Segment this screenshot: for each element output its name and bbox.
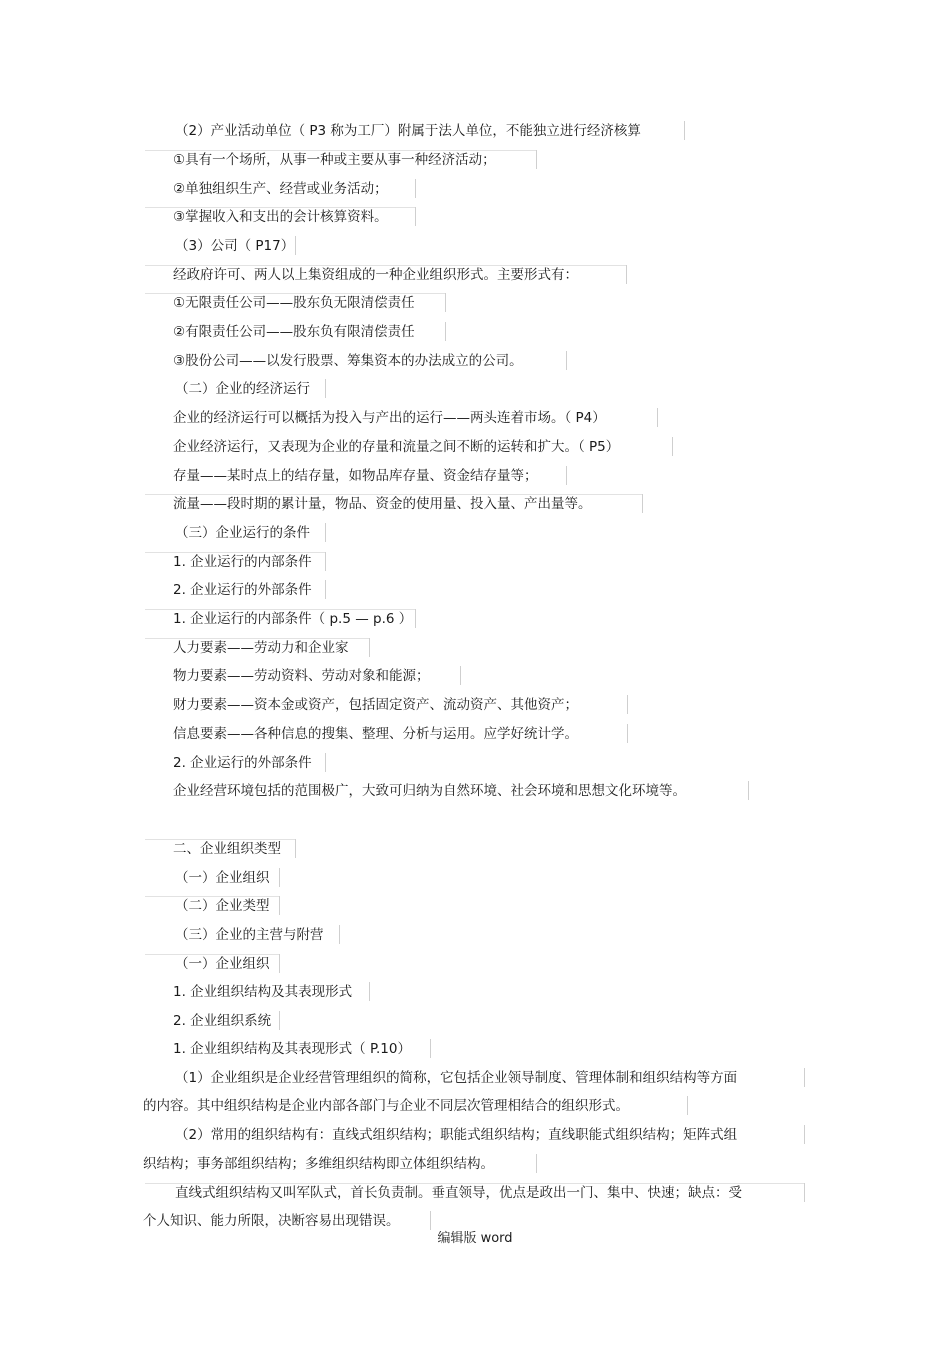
frame-rule bbox=[145, 839, 295, 840]
frame-divider bbox=[325, 379, 326, 398]
text-line: 织结构；事务部组织结构；多维组织结构即立体组织结构。 bbox=[143, 1156, 494, 1172]
frame-divider bbox=[460, 666, 461, 685]
text-line: 2. 企业运行的外部条件 bbox=[173, 582, 312, 598]
frame-divider bbox=[627, 724, 628, 743]
text-line: 的内容。其中组织结构是企业内部各部门与企业不同层次管理相结合的组织形式。 bbox=[143, 1098, 629, 1114]
text-line: 1. 企业运行的内部条件（ p.5 — p.6 ） bbox=[173, 611, 413, 627]
text-line: （三）企业的主营与附营 bbox=[175, 927, 324, 943]
frame-rule bbox=[145, 293, 445, 294]
frame-divider bbox=[369, 638, 370, 657]
text-line: 二、企业组织类型 bbox=[173, 841, 281, 857]
frame-divider bbox=[566, 466, 567, 485]
text-line: 2. 企业组织系统 bbox=[173, 1013, 272, 1029]
text-line: （二）企业的经济运行 bbox=[175, 381, 310, 397]
text-line: （二）企业类型 bbox=[175, 898, 270, 914]
frame-divider bbox=[430, 1211, 431, 1230]
frame-divider bbox=[536, 1154, 537, 1173]
text-line: 人力要素——劳动力和企业家 bbox=[173, 640, 349, 656]
text-line: 直线式组织结构又叫军队式，首长负责制。垂直领导，优点是政出一门、集中、快速；缺点：受 bbox=[175, 1185, 742, 1201]
frame-divider bbox=[279, 1011, 280, 1030]
text-line: ③掌握收入和支出的会计核算资料。 bbox=[173, 209, 388, 225]
frame-divider bbox=[430, 1039, 431, 1058]
frame-divider bbox=[279, 868, 280, 887]
text-line: ①具有一个场所，从事一种或主要从事一种经济活动； bbox=[173, 152, 496, 168]
frame-rule bbox=[145, 1183, 804, 1184]
frame-divider bbox=[325, 753, 326, 772]
text-line: 企业经济运行，又表现为企业的存量和流量之间不断的运转和扩大。（ P5） bbox=[173, 439, 620, 455]
frame-rule bbox=[145, 494, 642, 495]
frame-divider bbox=[295, 236, 296, 255]
frame-divider bbox=[626, 265, 627, 284]
frame-divider bbox=[325, 552, 326, 571]
text-line: 物力要素——劳动资料、劳动对象和能源； bbox=[173, 668, 430, 684]
frame-divider bbox=[325, 523, 326, 542]
page-footer: 编辑版 word bbox=[437, 1231, 513, 1246]
text-line: 经政府许可、两人以上集资组成的一种企业组织形式。主要形式有： bbox=[173, 267, 578, 283]
frame-divider bbox=[684, 121, 685, 140]
text-line: ①无限责任公司——股东负无限清偿责任 bbox=[173, 295, 415, 311]
text-line: （2）产业活动单位（ P3 称为工厂）附属于法人单位，不能独立进行经济核算 bbox=[175, 123, 641, 139]
text-line: （一）企业组织 bbox=[175, 870, 270, 886]
frame-rule bbox=[145, 552, 325, 553]
text-line: 1. 企业运行的内部条件 bbox=[173, 554, 312, 570]
text-line: 存量——某时点上的结存量，如物品库存量、资金结存量等； bbox=[173, 468, 538, 484]
frame-divider bbox=[415, 207, 416, 226]
frame-rule bbox=[145, 954, 279, 955]
frame-divider bbox=[339, 925, 340, 944]
frame-rule bbox=[145, 207, 415, 208]
frame-rule bbox=[145, 150, 536, 151]
text-line: ②有限责任公司——股东负有限清偿责任 bbox=[173, 324, 415, 340]
frame-divider bbox=[325, 580, 326, 599]
text-line: 信息要素——各种信息的搜集、整理、分析与运用。应学好统计学。 bbox=[173, 726, 578, 742]
frame-divider bbox=[415, 179, 416, 198]
text-line: ②单独组织生产、经营或业务活动； bbox=[173, 181, 388, 197]
text-line: 财力要素——资本金或资产，包括固定资产、流动资产、其他资产； bbox=[173, 697, 578, 713]
text-line: 1. 企业组织结构及其表现形式（ P.10） bbox=[173, 1041, 411, 1057]
frame-divider bbox=[748, 781, 749, 800]
text-line: （1）企业组织是企业经营管理组织的简称，它包括企业领导制度、管理体制和组织结构等方面 bbox=[175, 1070, 738, 1086]
frame-divider bbox=[369, 982, 370, 1001]
text-line: 个人知识、能力所限，决断容易出现错误。 bbox=[143, 1213, 400, 1229]
frame-divider bbox=[536, 150, 537, 169]
frame-divider bbox=[687, 1096, 688, 1115]
frame-divider bbox=[657, 408, 658, 427]
frame-divider bbox=[295, 839, 296, 858]
text-line: 企业经营环境包括的范围极广，大致可归纳为自然环境、社会环境和思想文化环境等。 bbox=[173, 783, 686, 799]
text-line: ③股份公司——以发行股票、筹集资本的办法成立的公司。 bbox=[173, 353, 523, 369]
text-line: （三）企业运行的条件 bbox=[175, 525, 310, 541]
frame-divider bbox=[627, 695, 628, 714]
frame-divider bbox=[642, 494, 643, 513]
frame-divider bbox=[804, 1183, 805, 1202]
frame-divider bbox=[445, 322, 446, 341]
text-line: 企业的经济运行可以概括为投入与产出的运行——两头连着市场。（ P4） bbox=[173, 410, 606, 426]
frame-divider bbox=[804, 1068, 805, 1087]
text-line: 2. 企业运行的外部条件 bbox=[173, 755, 312, 771]
frame-divider bbox=[672, 437, 673, 456]
frame-divider bbox=[279, 954, 280, 973]
text-line: （2）常用的组织结构有：直线式组织结构；职能式组织结构；直线职能式组织结构；矩阵式组 bbox=[175, 1127, 738, 1143]
frame-divider bbox=[445, 293, 446, 312]
frame-rule bbox=[145, 896, 279, 897]
text-line: （3）公司（ P17） bbox=[175, 238, 295, 254]
text-line: 流量——段时期的累计量，物品、资金的使用量、投入量、产出量等。 bbox=[173, 496, 592, 512]
frame-rule bbox=[145, 265, 626, 266]
frame-divider bbox=[566, 351, 567, 370]
frame-rule bbox=[145, 609, 415, 610]
text-line: 1. 企业组织结构及其表现形式 bbox=[173, 984, 353, 1000]
frame-divider bbox=[804, 1125, 805, 1144]
frame-rule bbox=[145, 638, 369, 639]
frame-divider bbox=[415, 609, 416, 628]
text-line: （一）企业组织 bbox=[175, 956, 270, 972]
frame-divider bbox=[279, 896, 280, 915]
